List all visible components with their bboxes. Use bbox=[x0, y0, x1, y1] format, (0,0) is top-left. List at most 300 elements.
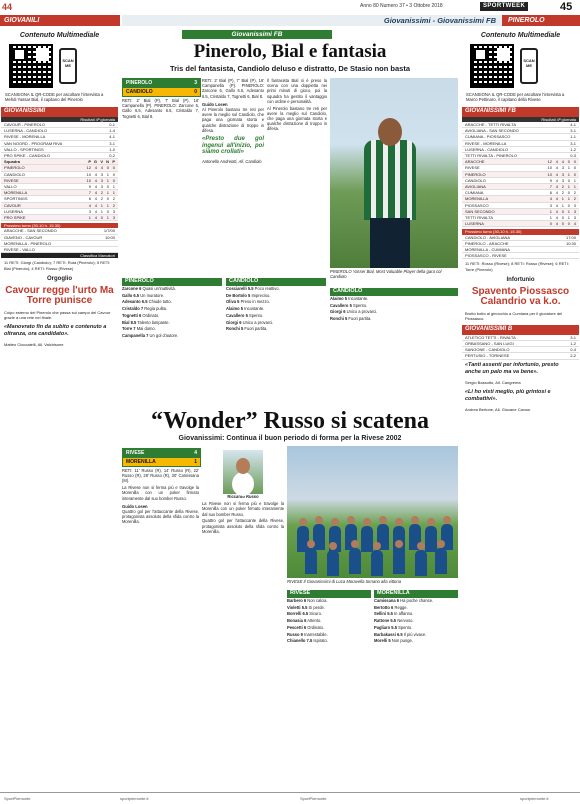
player-shirt bbox=[364, 140, 416, 220]
result-row-cell: VALLO - SPORTINGS bbox=[4, 146, 44, 152]
ratings2-right bbox=[374, 590, 458, 645]
section-label-right: PINEROLO bbox=[508, 17, 545, 24]
ratings-block bbox=[122, 278, 327, 403]
next-round-row-cell: CANDIOLO - AVIGLIANA bbox=[465, 234, 511, 240]
standings-row-cell: 4 bbox=[94, 202, 97, 208]
standings-row-cell: 3 bbox=[561, 177, 564, 183]
sidebar-quote-author-right-2: Andrea Bertone, All. Giovane Cavour bbox=[465, 407, 531, 413]
qr-code-icon[interactable] bbox=[9, 44, 53, 88]
next-round-row-cell: PIOSSASCO - RIVESE bbox=[465, 253, 507, 259]
ratings-team-right: CANDIOLO bbox=[226, 278, 326, 286]
standings-row-cell: 4 bbox=[94, 183, 97, 189]
standings-row-cell: 6 bbox=[549, 190, 552, 196]
standings-row-cell: 3 bbox=[573, 208, 576, 214]
standings-row-cell: 3 bbox=[88, 208, 91, 214]
standings-row-cell: 4 bbox=[94, 208, 97, 214]
standings-row-cell: 2 bbox=[100, 190, 103, 196]
result-row-cell: RIVESE - MORENILLA bbox=[4, 134, 46, 140]
next-round-row-cell: GIAVENO - CAVOUR bbox=[4, 234, 43, 240]
article-details-2: RETI: 2' Bial (P), 7' Bial (P), 16' Campanella (P). PINEROLO: Zarcone 6, Gallo 6.5, Adesanto 6.5, Cristaldo 7, Tognetti 6, Bial 8. bbox=[202, 78, 264, 99]
standings-row-cell: 4 bbox=[88, 202, 91, 208]
page-footer bbox=[0, 792, 580, 804]
next-round-row-cell: 10:00 bbox=[104, 234, 115, 240]
footer-mid-right: SportPiemonte bbox=[300, 796, 327, 801]
standings-row-cell: 12 bbox=[547, 159, 552, 165]
sidebar-quote-right: «Tanti assenti per infortunio, presto anche un palo ma va bene». bbox=[465, 361, 559, 375]
standings-header-cell: G bbox=[93, 159, 97, 165]
standings-row-cell: 4 bbox=[100, 165, 103, 171]
standings-row-cell: CANDIOLO bbox=[465, 177, 486, 183]
rating-item: Alaimo 5 Incostante. bbox=[226, 306, 265, 312]
result-row-cell: 3-1 bbox=[109, 140, 115, 146]
result-row-cell: 4-1 bbox=[570, 121, 576, 127]
sidebar-quote-author: Matteo Cioccatelli, All. Valchisone bbox=[4, 342, 64, 348]
standings-row bbox=[1, 215, 118, 221]
article-title: Pinerolo, Bial e fantasia bbox=[193, 41, 387, 62]
rating-item: Tognetti 6 Ordinato. bbox=[122, 312, 160, 318]
next-round-label-right: Prossimo turno (30-10 h. 15.30) bbox=[462, 229, 579, 234]
standings-row-cell: 3 bbox=[561, 171, 564, 177]
team-player bbox=[435, 548, 447, 574]
results-label-right: Risultati 4ª giornata bbox=[462, 117, 579, 122]
footer-left: SportPiemonte bbox=[4, 796, 31, 801]
standings-row-cell: 1 bbox=[106, 214, 109, 220]
top-header bbox=[0, 0, 580, 14]
rating-item: Cosciarelli 5.5 Poco reattivo. bbox=[226, 286, 280, 291]
next-round-row-cell: 10:30 bbox=[565, 240, 576, 246]
standings-row-cell: 1 bbox=[567, 214, 570, 220]
rating-item: Borrelli 6.5 Sicuro. bbox=[287, 611, 323, 617]
team-player bbox=[327, 550, 339, 576]
rating-item: Camissana 6 Ha poche chance. bbox=[374, 598, 434, 603]
result-row-cell: CAVOUR - PINEROLO bbox=[4, 121, 46, 127]
standings-row-cell: 4 bbox=[94, 214, 97, 220]
qr-block[interactable] bbox=[9, 44, 110, 88]
standings-row-cell: 1 bbox=[88, 214, 91, 220]
standings-row-cell: 4 bbox=[94, 177, 97, 183]
multimedia-title-right: Contenuto Multimediale bbox=[480, 32, 561, 39]
rating-item: Ronchi 5 Fuori partita. bbox=[330, 316, 372, 322]
standings-row-cell: 1 bbox=[561, 196, 564, 202]
home-goals: 3 bbox=[194, 80, 197, 86]
standings-row-cell: 1 bbox=[549, 208, 552, 214]
standings-row-cell: 0 bbox=[106, 165, 109, 171]
standings-row-cell: 0 bbox=[567, 190, 570, 196]
next-round-row-cell: 17:00 bbox=[565, 234, 576, 240]
article2-body3: La Rivese non si ferma più e travolge la Morenilla con un poker firmato interamente dal suo bomber Russo. bbox=[202, 501, 284, 517]
standings-row-cell: 9 bbox=[88, 183, 91, 189]
result-row-cell: 3-1 bbox=[570, 140, 576, 146]
article2-title: “Wonder” Russo si scatena bbox=[150, 408, 430, 434]
standings-row-cell: 6 bbox=[88, 196, 91, 202]
standings-row-cell: LUSERNA bbox=[465, 221, 484, 227]
rating-item: Cavallero 5 Spento. bbox=[330, 302, 368, 308]
result-row-cell: 1-2 bbox=[570, 146, 576, 152]
standings-header-cell: N bbox=[106, 159, 109, 165]
section-label-left: GIOVANILI bbox=[4, 17, 40, 24]
multimedia-caption: SCANSIONA IL QR-CODE per ascoltare l'intervista a Mehdi Yassar Bial, il capitano del Pinerolo bbox=[5, 92, 104, 103]
rating-item: Bonasia 6 Attento. bbox=[287, 618, 322, 624]
standings-row-cell: 4 bbox=[573, 221, 576, 227]
article2-body4: Quattro gol per l'attaccante della Rivese, protagonista assoluto della sfida contro la Morenilla. bbox=[202, 518, 284, 534]
team-player bbox=[425, 526, 437, 552]
score-away bbox=[123, 88, 200, 97]
standings-row-cell: 4 bbox=[555, 190, 558, 196]
article2-subtitle: Giovanissimi: Continua il buon periodo di forma per la Rivese 2002 bbox=[178, 435, 402, 442]
result-row-cell: TETTI RIVALTA - PINEROLO bbox=[465, 152, 518, 158]
group2-title: GIOVANISSIMI B bbox=[462, 325, 579, 335]
player-photo bbox=[330, 78, 458, 268]
article-subtitle: Tris del fantasista, Candiolo deluso e distratto, De Stasio non basta bbox=[169, 64, 411, 73]
rating-item: Rattone 5.5 Nervoso. bbox=[374, 618, 414, 624]
standings-row-cell: 2 bbox=[112, 202, 115, 208]
standings-row-cell: 0 bbox=[573, 159, 576, 165]
result-row-cell: 0-4 bbox=[570, 347, 576, 353]
ratings2-right-list bbox=[374, 598, 458, 643]
rating-item: Sellini 5.5 In affanno. bbox=[374, 611, 414, 617]
next-round-row-cell: RIVESE - VALLO bbox=[4, 246, 35, 252]
standings-row-cell: SAN SECONDO bbox=[465, 208, 495, 214]
player-portrait bbox=[223, 450, 263, 494]
section-tag-right bbox=[502, 15, 580, 26]
team-caption: RIVESE Il Giovanissimi di Luca Moravella tornano alla vittoria bbox=[287, 579, 402, 584]
team-player bbox=[415, 550, 427, 576]
rating-item: Barbero 6 Non calcia. bbox=[287, 598, 328, 603]
standings-row-cell: 2 bbox=[573, 196, 576, 202]
byline: Guido Losen bbox=[202, 101, 228, 107]
sidebar-article: Colpo esterno del Pinerolo che passa sul campo del Cavour grazie a una rete nel finale. bbox=[4, 309, 111, 320]
standings-row-cell: 4 bbox=[555, 202, 558, 208]
standings-row-cell: 2 bbox=[573, 190, 576, 196]
standings-row-cell: 4 bbox=[94, 165, 97, 171]
result-row-cell: 3-1 bbox=[570, 128, 576, 134]
ratings2-left bbox=[287, 590, 371, 645]
standings-row-cell: 1 bbox=[573, 177, 576, 183]
standings-row-cell: 3 bbox=[100, 177, 103, 183]
pull-quote-author: Antonello Andreotti, All. Candiolo bbox=[202, 158, 262, 164]
sidebar-article-right: Brutto botto al ginocchio a Cumiana per il giocatore del Piossasco. bbox=[465, 310, 563, 321]
article2-byline: Guido Losen bbox=[122, 503, 148, 509]
result-row-cell: VAN NOORD - PROGRAM RIVA bbox=[4, 140, 63, 146]
match-details: RETI: 2' Bial (P), 7' Bial (P), 16' Campanella (P). PINEROLO: Zarcone 6, Gallo 6.5, Adesanto 6.5, Cristaldo 7, Tognetti 6, Bial 8. bbox=[122, 98, 199, 119]
issue-line: Anno 80 Numero 37 • 3 Ottobre 2018 bbox=[360, 3, 443, 9]
qr-code-icon[interactable] bbox=[470, 44, 514, 88]
standings-row-cell: 4 bbox=[94, 171, 97, 177]
standings-row-cell: 10 bbox=[86, 177, 91, 183]
rating-item: Barbakassi 6.5 Il più vivace. bbox=[374, 631, 427, 637]
standings-row-cell: 4 bbox=[555, 196, 558, 202]
standings-row-cell: 0 bbox=[567, 177, 570, 183]
standings-row-cell: CAVOUR bbox=[4, 202, 21, 208]
result-row-cell: 4-1 bbox=[109, 134, 115, 140]
article-band: Giovanissimi FB bbox=[182, 30, 332, 39]
standings-row-cell: 0 bbox=[561, 208, 564, 214]
rating-item: Cavallero 5 Spento. bbox=[226, 312, 264, 318]
home-goals-2: 4 bbox=[194, 450, 197, 456]
result-row-cell: ATLETICO TETTI - RIVALTA bbox=[465, 334, 516, 340]
standings-row-cell: 0 bbox=[106, 208, 109, 214]
result-row-cell: 1-1 bbox=[570, 134, 576, 140]
pull-quote: «Presto due gol ingenui all'inizio, poi siamo crollati» bbox=[202, 136, 264, 156]
result-row-cell: AVIGLIANA - SAN SECONDO bbox=[465, 128, 519, 134]
standings-row-cell: 0 bbox=[567, 221, 570, 227]
standings-row-cell: 10 bbox=[547, 165, 552, 171]
next-round-row-cell: 1/7/00 bbox=[103, 228, 115, 234]
section-band-mid bbox=[122, 15, 502, 26]
footer-right[interactable]: sportpiemonte.it bbox=[520, 796, 549, 801]
rating-item: Alaimo 5 Incostante. bbox=[330, 296, 369, 301]
standings-row-cell: 1 bbox=[100, 208, 103, 214]
standings-row-cell: 0 bbox=[567, 202, 570, 208]
next-round-row-cell: MORENILLA - CUMIANA bbox=[465, 246, 510, 252]
standings-table bbox=[1, 165, 118, 221]
footer-mid-left[interactable]: sportpiemonte.it bbox=[120, 796, 149, 801]
standings-row-cell: 0 bbox=[561, 221, 564, 227]
next-round-row-cell: MORENILLA - PINEROLO bbox=[4, 240, 52, 246]
ratings-block-2 bbox=[330, 288, 458, 403]
results-list-right bbox=[462, 122, 579, 159]
standings-row-cell: 4 bbox=[94, 190, 97, 196]
standings-row-cell: 1 bbox=[100, 202, 103, 208]
result-row-cell: CUMIANA - PIOSSASCO bbox=[465, 134, 511, 140]
standings-row-cell: 1 bbox=[573, 183, 576, 189]
standings-row-cell: 1 bbox=[549, 214, 552, 220]
standings-row-cell: 1 bbox=[106, 177, 109, 183]
standings-row-cell: 1 bbox=[106, 190, 109, 196]
home-team: PINEROLO bbox=[126, 80, 153, 86]
multimedia-title: Contenuto Multimediale bbox=[19, 32, 100, 39]
rating-item: Zarcone 6 Quasi un'inattività. bbox=[122, 286, 176, 291]
standings-row-cell: PRO SPIKE bbox=[4, 214, 26, 220]
standings-row-cell: TETTI RIVALTA bbox=[465, 214, 494, 220]
standings-row-cell: 4 bbox=[555, 159, 558, 165]
left-sidebar bbox=[1, 28, 118, 788]
article2-column-2 bbox=[202, 448, 284, 535]
sidebar-quote-right-2: «Li ho visti meglio, più grintosi e combattivi». bbox=[465, 388, 551, 403]
right-sidebar bbox=[462, 28, 579, 788]
rating-item: Pagliaro 5.5 Spento. bbox=[374, 624, 413, 630]
article2-column-1 bbox=[122, 468, 199, 526]
article-body-3b: Al Pinerolo bastano tre reti per avere la meglio sul Candiolo, che paga una giornata storta e qualche distrazione di troppo in difesa. bbox=[267, 105, 327, 132]
result-row-cell: 0-3 bbox=[570, 152, 576, 158]
rating-item: Cristaldo 7 Regia pulita. bbox=[122, 306, 168, 312]
standings-row-cell: 0 bbox=[573, 171, 576, 177]
standings-row-cell: 3 bbox=[100, 171, 103, 177]
standings-row-cell: 1 bbox=[561, 202, 564, 208]
standings-row-cell: 0 bbox=[549, 221, 552, 227]
rating-item: Oliva 5 Preso in mezzo. bbox=[226, 299, 270, 305]
standings-row-cell: 4 bbox=[555, 221, 558, 227]
brand-logo: SPORTWEEK bbox=[480, 2, 528, 11]
standings-row-cell: 2 bbox=[561, 190, 564, 196]
sidebar-headline: Cavour regge l'urto Ma Torre punisce bbox=[5, 284, 114, 306]
results-label: Risultati 4ª giornata bbox=[1, 117, 118, 122]
page-number-left: 44 bbox=[2, 2, 13, 12]
standings-row-cell: SPORTINGS bbox=[4, 196, 28, 202]
standings-row-cell: 9 bbox=[549, 177, 552, 183]
result-row-cell: 1-0 bbox=[109, 146, 115, 152]
result-row-cell: LUSERNA - CANDIOLO bbox=[4, 128, 48, 134]
score-away-2 bbox=[123, 458, 200, 467]
rating-item: Adesanto 6.5 Chiude tutto. bbox=[122, 299, 172, 305]
sidebar-quote-author-right: Sergio Bassotto, All. Cangrema bbox=[465, 379, 521, 385]
article-body-3: Il fantasista Bial si è preso la scena con una doppietta nei primi minuti di gioco, poi la squadra ha gestito il vantaggio con ordine e personalità. bbox=[267, 78, 327, 104]
ratings2-team-right: MORENILLA bbox=[374, 590, 458, 598]
page-number-right: 45 bbox=[560, 1, 573, 13]
standings-row-cell: RIVESE bbox=[465, 165, 480, 171]
standings-row-cell: 0 bbox=[112, 177, 115, 183]
standings-row-cell: 4 bbox=[555, 171, 558, 177]
standings-row-cell: 7 bbox=[549, 183, 552, 189]
team-player bbox=[305, 548, 317, 574]
standings-row-cell: 1 bbox=[567, 183, 570, 189]
standings-row-cell: 4 bbox=[555, 214, 558, 220]
standings-row-cell: LUSERNA bbox=[4, 208, 23, 214]
standings-table-right bbox=[462, 159, 579, 227]
rating-item: Violetti 5.5 Si perde. bbox=[287, 604, 325, 610]
team-player bbox=[361, 526, 373, 552]
ratings2-team-left: RIVESE bbox=[287, 590, 371, 598]
results-box-title: GIOVANISSIMI bbox=[1, 107, 118, 117]
standings-row-cell: 1 bbox=[106, 202, 109, 208]
standings-row-cell: 2 bbox=[112, 196, 115, 202]
scorers-label: Classifica Marcatori bbox=[1, 253, 118, 258]
qr-block-right[interactable] bbox=[470, 44, 571, 88]
player-legs bbox=[370, 218, 410, 268]
standings-row-cell: 10 bbox=[547, 171, 552, 177]
standings-header-cell: P bbox=[88, 159, 91, 165]
section-title-mid: Giovanissimi - Giovanissimi FB bbox=[383, 16, 496, 25]
result-row-cell: ARACCHE - TETTI RIVALTA bbox=[465, 121, 517, 127]
score-home bbox=[123, 79, 200, 88]
standings-row-cell: 3 bbox=[573, 214, 576, 220]
result-row-cell: 0-1 bbox=[109, 121, 115, 127]
standings-row-cell: PINEROLO bbox=[465, 171, 486, 177]
result-row-cell: LUSERNA - CANDIOLO bbox=[465, 146, 509, 152]
standings-row-cell: 0 bbox=[106, 183, 109, 189]
standings-row-cell: 4 bbox=[94, 196, 97, 202]
result-row-cell: SANGONE - CANDIOLO bbox=[465, 347, 510, 353]
standings-row-cell: MORENILLA bbox=[465, 196, 489, 202]
standings-header-cell: P bbox=[112, 159, 115, 165]
ratings-right-list-2 bbox=[330, 296, 458, 321]
scorebox-2 bbox=[122, 448, 201, 467]
result-row-cell: 1-4 bbox=[109, 128, 115, 134]
result-row-cell: 1-2 bbox=[570, 340, 576, 346]
rating-item: Bertotto 6 Regge. bbox=[374, 604, 408, 610]
score-home-2 bbox=[123, 449, 200, 458]
standings-row-cell: PINEROLO bbox=[4, 165, 25, 171]
standings-row-cell: VALLO bbox=[4, 183, 17, 189]
ratings-left-list bbox=[122, 286, 222, 338]
article-column-2 bbox=[202, 78, 264, 165]
team-player bbox=[371, 550, 383, 576]
scorers-text: 11 RETI: Giorgi (Candiolo); 7 RETI: Ruta (Pinerolo); 5 RETI: Bial (Pinerolo); 4 RETI: Rosso (Rivese) bbox=[4, 260, 111, 271]
scorebox bbox=[122, 78, 201, 97]
standings-row-cell: 4 bbox=[555, 183, 558, 189]
standings-row-cell: AVIGLIANA bbox=[465, 183, 486, 189]
infortunio-kicker: Infortunio bbox=[506, 276, 535, 283]
article-body: Al Pinerolo bastano tre reti per avere la meglio sul Candiolo, che paga una giornata storta e qualche distrazione di troppo in difesa. bbox=[202, 107, 264, 133]
standings-row-cell: 1 bbox=[567, 196, 570, 202]
standings-row-cell: CUMIANA bbox=[465, 190, 484, 196]
rating-item: Ronchi 5 Fuori partita. bbox=[226, 326, 268, 332]
sidebar-headline-right: Spavento Piossasco Calandrio va k.o. bbox=[471, 285, 570, 307]
rating-item: Campanella 7 Un gol d'autore. bbox=[122, 332, 179, 338]
standings-row-cell: PIOSSASCO bbox=[465, 202, 489, 208]
standings-row-cell: 4 bbox=[555, 208, 558, 214]
result-row-cell: RIVESE - MORENILLA bbox=[465, 140, 507, 146]
standings-row-cell: RIVESE bbox=[4, 177, 19, 183]
standings-row-cell: MORENILLA bbox=[4, 190, 28, 196]
photo-caption: PINEROLO Yasser Bial, Most Valuable Player della gara col Candiolo bbox=[330, 269, 442, 280]
away-goals: 0 bbox=[194, 88, 197, 95]
next-round-row-cell: PINEROLO - ARACCHE bbox=[465, 240, 509, 246]
standings-row-cell: 1 bbox=[112, 190, 115, 196]
standings-row-cell: 3 bbox=[573, 202, 576, 208]
away-goals-2: 1 bbox=[194, 458, 197, 465]
results-list-right-2 bbox=[462, 335, 579, 360]
result-row-cell: 0-2 bbox=[109, 152, 115, 158]
standings-row-cell: CANDIOLO bbox=[4, 171, 25, 177]
standings-row-cell: ARACCHE bbox=[465, 159, 485, 165]
section-tag-left bbox=[0, 15, 120, 26]
orgoglio-kicker: Orgoglio bbox=[47, 275, 72, 282]
next-round-list bbox=[1, 228, 118, 253]
main-content bbox=[122, 28, 458, 788]
next-round-label: Prossimo turno (30-10 h. 15.30) bbox=[1, 223, 118, 228]
standings-row-cell: 3 bbox=[100, 183, 103, 189]
away-team-2: MORENILLA bbox=[126, 458, 156, 465]
rating-item: Bial 8.5 Talento lampante. bbox=[122, 319, 170, 325]
team-player bbox=[393, 548, 405, 574]
phone-icon bbox=[59, 48, 77, 84]
results-list bbox=[1, 122, 118, 159]
standings-row-cell: 12 bbox=[86, 165, 91, 171]
result-row-cell: PERTUSIO - TORINESE bbox=[465, 353, 510, 359]
standings-row-cell: 2 bbox=[100, 196, 103, 202]
standings-row-cell: 2 bbox=[561, 183, 564, 189]
standings-header-cell: V bbox=[100, 159, 103, 165]
next-round-list-right bbox=[462, 235, 579, 260]
standings-row-cell: 3 bbox=[549, 202, 552, 208]
standings-row-cell: 1 bbox=[106, 171, 109, 177]
away-team: CANDIOLO bbox=[126, 88, 153, 95]
player-caption: Riccardo Russo bbox=[227, 494, 259, 499]
rating-item: De Bortolo 5 Impreciso. bbox=[226, 292, 271, 298]
standings-row-cell: 0 bbox=[567, 159, 570, 165]
multimedia-caption-right: SCANSIONA IL QR-CODE per ascoltare l'intervista a Marco Pettinaro, il capitano della Rivese bbox=[466, 92, 565, 103]
sidebar-quote: «Manovrato fin da subito e contenuto a oltranza, ora candidato». bbox=[4, 323, 107, 338]
standings-row-cell: 0 bbox=[561, 214, 564, 220]
standings-row-cell: 1 bbox=[567, 171, 570, 177]
ratings-right-list bbox=[226, 286, 326, 331]
rating-item: Morelli 5 Non punge. bbox=[374, 638, 413, 644]
scorers-text-right: 11 RETI: Rosso (Rivese); 8 RETI: Russo (Rivese); 6 RETI: Torre (Pinerolo) bbox=[465, 261, 569, 272]
article-column-3 bbox=[267, 78, 327, 133]
rating-item: Russo 9 Inarrestabile. bbox=[287, 631, 328, 637]
scan-label-right: SCAN ME bbox=[523, 58, 535, 69]
standings-row-cell: 0 bbox=[112, 171, 115, 177]
rating-item: Pescetti 6 Ordinato. bbox=[287, 624, 325, 630]
scan-label: SCAN ME bbox=[62, 58, 74, 69]
standings-row-cell: 1 bbox=[567, 208, 570, 214]
article2-body: La Rivese non si ferma più e travolge la Morenilla con un poker firmato interamente dal suo bomber Russo. bbox=[122, 485, 199, 501]
result-row-cell: 3-1 bbox=[570, 334, 576, 340]
rating-item: Giorgi 6 Unico a provarci. bbox=[226, 319, 274, 325]
result-row-cell: PRO SPIKE - CANDIOLO bbox=[4, 152, 51, 158]
result-row-cell: ORBASSANO - SAN LUIGI bbox=[465, 340, 514, 346]
